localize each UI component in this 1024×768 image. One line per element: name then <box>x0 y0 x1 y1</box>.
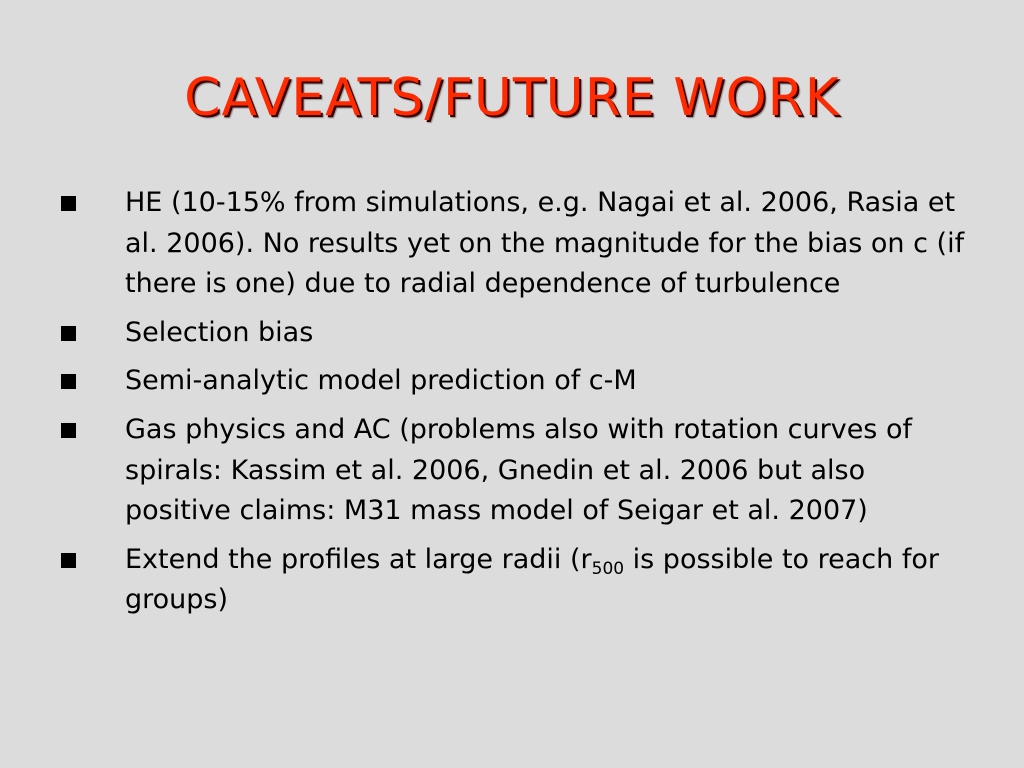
slide-title: CAVEATS/FUTURE WORK <box>184 68 840 128</box>
bullet-item <box>0 313 1024 354</box>
square-bullet-icon <box>61 326 76 341</box>
bullet-text-part: Extend the profiles at large radii (r <box>125 543 592 575</box>
bullet-text: Selection bias <box>125 316 314 348</box>
bullet-item <box>0 361 1024 402</box>
subscript-500: 500 <box>591 558 625 579</box>
bullet-item <box>0 183 1024 305</box>
bullet-item <box>0 540 1024 621</box>
square-bullet-icon <box>61 196 76 211</box>
square-bullet-icon <box>61 374 76 389</box>
bullet-text: Gas physics and AC (problems also with rotation curves of spirals: Kassim et al. 2006, Gnedin et al. 2006 but also positive claims: M31 mass model of Seigar et al. 2007) <box>125 413 912 527</box>
bullet-item <box>0 410 1024 532</box>
square-bullet-icon <box>61 423 76 438</box>
square-bullet-icon <box>61 553 76 568</box>
bullet-text: HE (10-15% from simulations, e.g. Nagai et al. 2006, Rasia et al. 2006). No results yet on the magnitude for the bias on c (if there is one) due to radial dependence of turbulence <box>125 187 965 300</box>
bullet-text-part: is possible to reach for groups) <box>125 543 939 616</box>
bullet-list <box>0 183 1024 629</box>
bullet-text <box>125 540 970 621</box>
bullet-text: Semi-analytic model prediction of c-M <box>125 365 637 397</box>
